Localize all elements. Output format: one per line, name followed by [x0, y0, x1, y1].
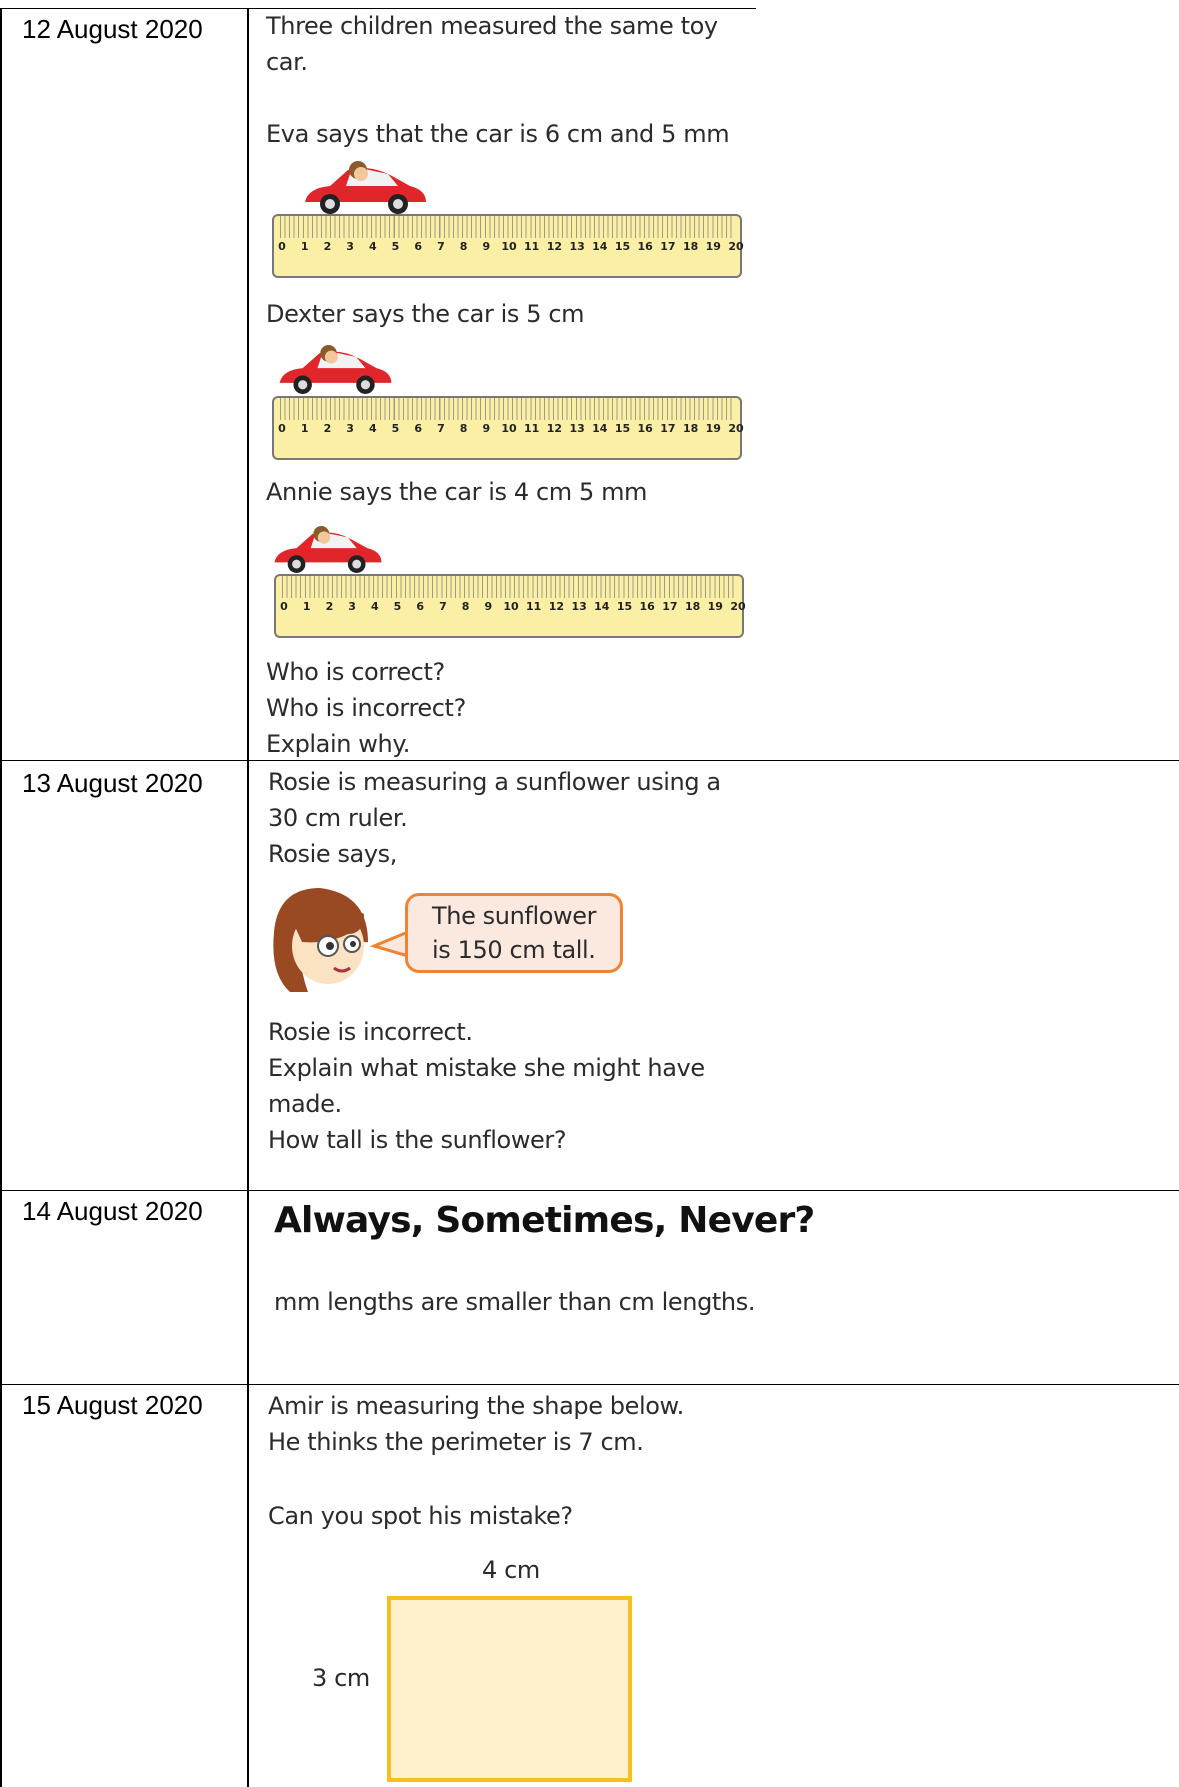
ruler-number: 12 [546, 240, 563, 253]
question-text: How tall is the sunflower? [268, 1126, 567, 1154]
question-text: He thinks the perimeter is 7 cm. [268, 1428, 644, 1456]
ruler-number: 18 [684, 600, 701, 613]
question-text: Eva says that the car is 6 cm and 5 mm [266, 120, 730, 148]
ruler-number: 13 [569, 240, 585, 253]
date-cell: 12 August 2020 [22, 14, 203, 44]
ruler-number: 10 [503, 600, 519, 613]
toy-car-image [300, 160, 430, 215]
toy-car-image [275, 342, 395, 397]
ruler-number: 5 [391, 240, 400, 253]
table-border-top [0, 8, 756, 9]
ruler-number: 5 [391, 422, 400, 435]
question-text: made. [268, 1090, 342, 1118]
ruler-number: 4 [370, 600, 379, 613]
ruler-number: 13 [569, 422, 585, 435]
question-text: Annie says the car is 4 cm 5 mm [266, 478, 648, 506]
ruler-number: 13 [571, 600, 587, 613]
ruler-number: 16 [639, 600, 655, 613]
ruler-number: 2 [323, 240, 332, 253]
question-text: Who is incorrect? [266, 694, 466, 722]
question-text: Can you spot his mistake? [268, 1502, 573, 1530]
ruler-number: 10 [501, 240, 517, 253]
ruler-number: 14 [592, 240, 608, 253]
ruler-number: 0 [278, 422, 286, 435]
ruler-number: 20 [728, 240, 744, 253]
ruler-number: 4 [368, 422, 377, 435]
question-text: Dexter says the car is 5 cm [266, 300, 585, 328]
ruler-number: 17 [660, 422, 676, 435]
ruler-number: 16 [637, 422, 653, 435]
ruler-number: 20 [728, 422, 744, 435]
ruler-number: 9 [482, 422, 491, 435]
ruler-number: 19 [707, 600, 723, 613]
row-divider-3 [0, 1384, 1179, 1385]
ruler-number: 3 [346, 240, 354, 253]
ruler-number: 14 [592, 422, 608, 435]
question-text: 30 cm ruler. [268, 804, 408, 832]
date-cell: 13 August 2020 [22, 768, 203, 798]
question-text: Who is correct? [266, 658, 445, 686]
row-divider-2 [0, 1190, 1179, 1191]
question-text: mm lengths are smaller than cm lengths. [274, 1288, 756, 1316]
ruler-number: 7 [439, 600, 447, 613]
ruler-number: 18 [682, 422, 699, 435]
ruler-number: 6 [414, 422, 423, 435]
ruler-number: 15 [614, 240, 631, 253]
ruler-number: 0 [278, 240, 286, 253]
question-text: Explain why. [266, 730, 410, 758]
ruler-number: 9 [482, 240, 491, 253]
question-text: Rosie is measuring a sunflower using a [268, 768, 721, 796]
ruler-number: 2 [323, 422, 332, 435]
date-cell: 15 August 2020 [22, 1390, 203, 1420]
ruler-number: 2 [325, 600, 334, 613]
ruler-number: 11 [524, 240, 540, 253]
question-text: Amir is measuring the shape below. [268, 1392, 684, 1420]
ruler-number: 3 [348, 600, 356, 613]
ruler-number: 15 [616, 600, 633, 613]
ruler-number: 12 [548, 600, 565, 613]
ruler [274, 574, 744, 638]
table-column-divider [247, 8, 249, 1787]
shape-label-left: 3 cm [312, 1664, 370, 1692]
rosie-character-image [268, 884, 376, 996]
row-divider-1 [0, 760, 1179, 761]
ruler [272, 214, 742, 278]
speech-bubble-text: The sunflower [432, 902, 597, 930]
toy-car-image [270, 522, 385, 577]
ruler-number: 10 [501, 422, 517, 435]
ruler-number: 8 [459, 422, 468, 435]
ruler-number: 3 [346, 422, 354, 435]
ruler-number: 1 [302, 600, 311, 613]
question-text: car. [266, 48, 308, 76]
rectangle-shape [387, 1596, 632, 1782]
ruler-number: 19 [705, 240, 721, 253]
ruler-number: 15 [614, 422, 631, 435]
ruler-number: 1 [300, 240, 309, 253]
ruler-number: 5 [393, 600, 402, 613]
ruler-number: 14 [594, 600, 610, 613]
ruler-number: 6 [416, 600, 425, 613]
table-border-left [0, 8, 2, 1787]
shape-label-top: 4 cm [482, 1556, 540, 1584]
ruler-number: 11 [524, 422, 540, 435]
ruler-number: 20 [730, 600, 746, 613]
ruler-number: 17 [662, 600, 678, 613]
ruler-number: 4 [368, 240, 377, 253]
speech-bubble [405, 893, 623, 973]
ruler-number: 8 [461, 600, 470, 613]
ruler-number: 1 [300, 422, 309, 435]
question-text: Explain what mistake she might have [268, 1054, 705, 1082]
question-text: Rosie says, [268, 840, 397, 868]
ruler-number: 9 [484, 600, 493, 613]
ruler-number: 7 [437, 240, 445, 253]
date-cell: 14 August 2020 [22, 1196, 203, 1226]
ruler [272, 396, 742, 460]
ruler-number: 11 [526, 600, 542, 613]
ruler-number: 19 [705, 422, 721, 435]
ruler-number: 12 [546, 422, 563, 435]
ruler-number: 17 [660, 240, 676, 253]
section-heading: Always, Sometimes, Never? [274, 1200, 815, 1241]
ruler-number: 8 [459, 240, 468, 253]
question-text: Three children measured the same toy [266, 12, 718, 40]
speech-bubble-text: is 150 cm tall. [432, 936, 596, 964]
ruler-number: 18 [682, 240, 699, 253]
ruler-number: 16 [637, 240, 653, 253]
question-text: Rosie is incorrect. [268, 1018, 473, 1046]
ruler-number: 0 [280, 600, 288, 613]
ruler-number: 6 [414, 240, 423, 253]
ruler-number: 7 [437, 422, 445, 435]
